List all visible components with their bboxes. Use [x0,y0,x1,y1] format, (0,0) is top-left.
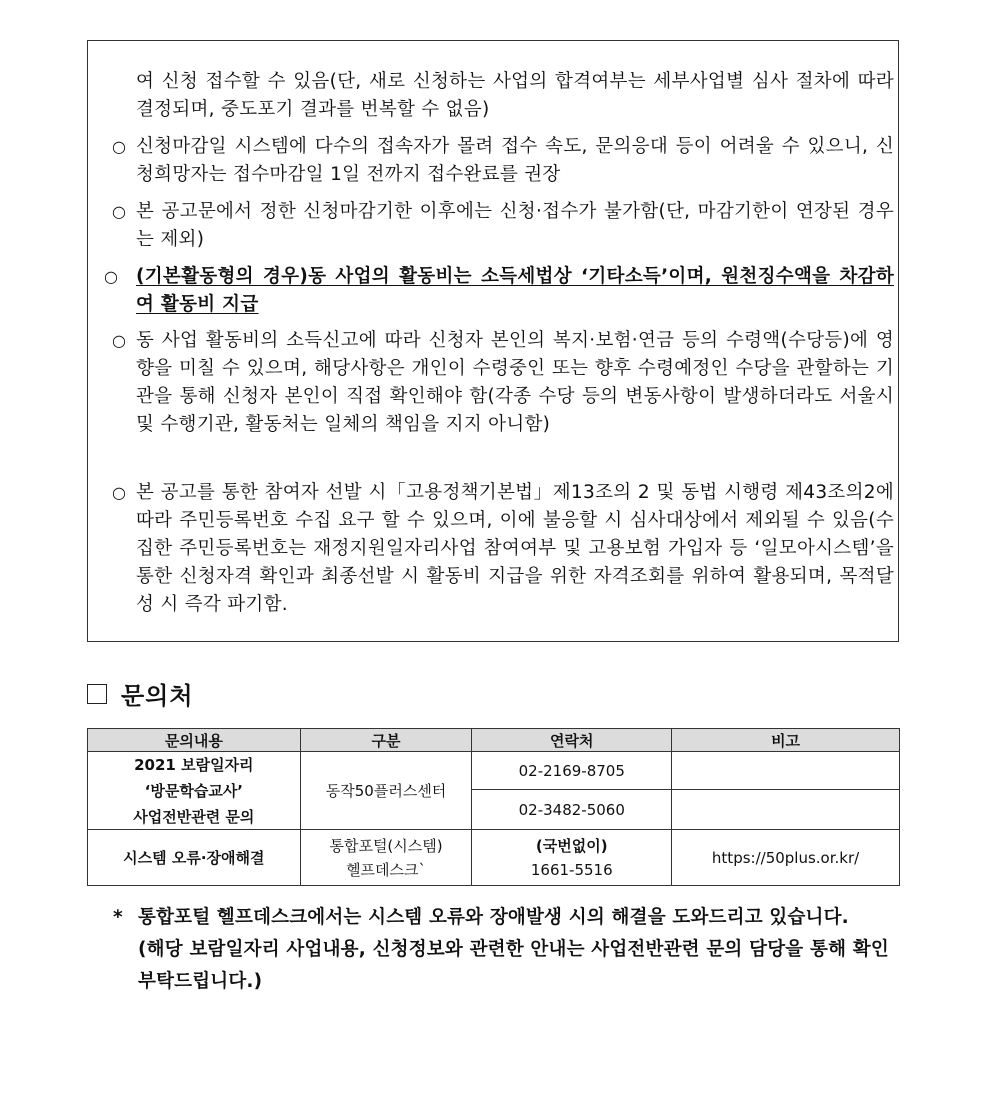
inquiry-cell-program: 2021 보람일자리 ‘방문학습교사’ 사업전반관련 문의 [88,752,301,830]
footnote-line-2: (해당 보람일자리 사업내용, 신청정보와 관련한 안내는 사업전반관련 문의 담당을 통해 확인 부탁드립니다.) [138,939,889,992]
notice-item-resident-number: ○ 본 공고를 통한 참여자 선발 시「고용정책기본법」제13조의 2 및 동법 시행령 제43조의2에 따라 주민등록번호 수집 요구 할 수 있으며, 이에 불응할 시 심사대상에서 제외될 수 있음(수집한 주민등록번호는 재정지원일자리사업 참여여부 및 고용보험 가입자 등 ‘일모아시스템’을 통한 신청자격 확인과 최종선발 시 활동비 지급을 위한 자격조회를 위하여 활용되며, 목적달성 시 즉각 파기함. [112,479,894,619]
inquiry-cell-system: 시스템 오류·장애해결 [88,830,301,886]
column-header-note: 비고 [672,729,900,752]
footnote-line-1: 통합포털 헬프데스크에서는 시스템 오류와 장애발생 시의 해결을 도와드리고 있습니다. [138,907,849,928]
note-cell-1 [672,752,900,790]
contact-section-heading [87,676,194,711]
bullet-circle-icon: ○ [112,137,127,156]
notice-item-deadline: ○ 본 공고문에서 정한 신청마감기한 이후에는 신청·접수가 불가함(단, 마감기한이 연장된 경우는 제외) [112,198,894,254]
note-cell-2 [672,790,900,830]
bullet-circle-icon: ○ [104,267,119,286]
note-cell-website: https://50plus.or.kr/ [672,830,900,886]
column-header-division: 구분 [300,729,472,752]
notice-item-activity-fee-tax: ○ (기본활동형의 경우)동 사업의 활동비는 소득세법상 ‘기타소득’이며, 원천징수액을 차감하여 활동비 지급 [104,263,894,319]
table-header-row [88,729,900,752]
notice-item-system-congestion: ○ 신청마감일 시스템에 다수의 접속자가 몰려 접수 속도, 문의응대 등이 어려울 수 있으니, 신청희망자는 접수마감일 1일 전까지 접수완료를 권장 [112,133,894,189]
contact-table [87,728,900,886]
asterisk-icon: * [113,907,123,928]
footnote [113,902,903,998]
notice-item-income-report: ○ 동 사업 활동비의 소득신고에 따라 신청자 본인의 복지·보험·연금 등의 수령액(수당등)에 영향을 미칠 수 있으며, 해당사항은 개인이 수령중인 또는 향후 수령예정인 수당을 관할하는 기관을 통해 신청자 본인이 직접 확인해야 함(각종 수당 등의 변동사항이 발생하더라도 서울시 및 수행기관, 활동처는 일체의 책임을 지지 아니함) [112,327,894,439]
notice-paragraph-continued: 여 신청 접수할 수 있음(단, 새로 신청하는 사업의 합격여부는 세부사업별 심사 절차에 따라 결정되며, 중도포기 결과를 번복할 수 없음) [136,71,894,120]
checkbox-square-icon [87,684,107,704]
phone-cell-1: 02-2169-8705 [472,752,672,790]
notice-box [87,40,899,642]
table-row [88,830,900,886]
division-cell-center: 동작50플러스센터 [300,752,472,830]
bullet-circle-icon: ○ [112,483,127,502]
column-header-phone: 연락처 [472,729,672,752]
column-header-inquiry: 문의내용 [88,729,301,752]
contact-section-title: 문의처 [121,682,194,710]
bullet-circle-icon: ○ [112,331,127,350]
division-cell-helpdesk: 통합포털(시스템) 헬프데스크` [300,830,472,886]
bullet-circle-icon: ○ [112,202,127,221]
phone-cell-helpdesk: (국번없이) 1661-5516 [472,830,672,886]
phone-cell-2: 02-3482-5060 [472,790,672,830]
table-row [88,752,900,790]
